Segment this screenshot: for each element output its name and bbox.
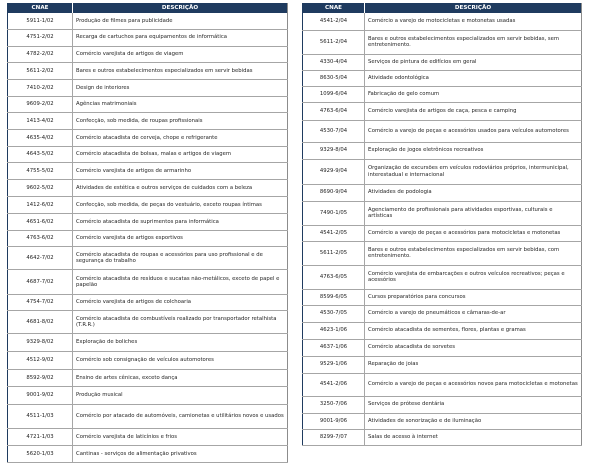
description-cell: Serviços de prótese dentária	[365, 396, 582, 413]
table-row	[8, 370, 288, 387]
cnae-code-cell: 4687-7/02	[8, 270, 73, 295]
header-cnae: CNAE	[8, 3, 73, 13]
cnae-code-cell: 9529-1/06	[303, 356, 365, 373]
description-cell: Comércio atacadista de roupas e acessórios para uso profissional e de segurança do trabalho	[73, 247, 288, 270]
description-cell: Comércio por atacado de automóveis, camionetas e utilitários novos e usados	[73, 405, 288, 429]
description-cell: Fabricação de gelo comum	[365, 86, 582, 102]
cnae-code-cell: 4541-2/04	[303, 13, 365, 30]
description-cell: Atividade odontológica	[365, 70, 582, 86]
description-cell: Exploração de jogos eletrônicos recreativos	[365, 142, 582, 159]
table-row	[8, 214, 288, 231]
table-row	[303, 13, 582, 30]
table-row	[303, 54, 582, 70]
header-cnae: CNAE	[303, 3, 365, 13]
table-row	[8, 270, 288, 295]
cnae-code-cell: 9602-5/02	[8, 180, 73, 197]
description-cell: Comércio sob consignação de veículos automotores	[73, 352, 288, 370]
table-row	[8, 180, 288, 197]
table-header-row	[303, 3, 582, 13]
description-cell: Comércio a varejo de pneumáticos e câmaras-de-ar	[365, 305, 582, 322]
table-row	[303, 120, 582, 142]
table-row	[303, 70, 582, 86]
description-cell: Design de interiores	[73, 80, 288, 97]
description-cell: Comércio atacadista de combustíveis realizado por transportador retalhista (T.R.R.)	[73, 311, 288, 334]
cnae-code-cell: 4541-2/05	[303, 225, 365, 241]
table-body	[303, 13, 582, 445]
description-cell: Confecção, sob medida, de peças do vestuário, exceto roupas íntimas	[73, 197, 288, 214]
cnae-code-cell: 4511-1/03	[8, 405, 73, 429]
cnae-table-left	[7, 3, 288, 463]
description-cell: Comércio atacadista de bolsas, malas e artigos de viagem	[73, 147, 288, 163]
cnae-code-cell: 4763-6/04	[303, 102, 365, 120]
cnae-code-cell: 5611-2/04	[303, 30, 365, 54]
cnae-code-cell: 5620-1/03	[8, 446, 73, 463]
header-descricao: DESCRIÇÃO	[365, 3, 582, 13]
cnae-code-cell: 4751-2/02	[8, 29, 73, 46]
description-cell: Comércio atacadista de cerveja, chope e refrigerante	[73, 130, 288, 147]
cnae-code-cell: 9001-9/02	[8, 387, 73, 405]
cnae-code-cell: 4530-7/04	[303, 120, 365, 142]
description-cell: Cantinas - serviços de alimentação privativos	[73, 446, 288, 463]
table-row	[303, 339, 582, 356]
table-row	[303, 184, 582, 201]
table-row	[8, 197, 288, 214]
description-cell: Comércio varejista de laticínios e frios	[73, 429, 288, 446]
table-row	[303, 289, 582, 305]
table-row	[303, 305, 582, 322]
cnae-code-cell: 4635-4/02	[8, 130, 73, 147]
table-row	[8, 334, 288, 352]
cnae-code-cell: 8299-7/07	[303, 429, 365, 445]
description-cell: Comércio atacadista de sementes, flores, plantas e gramas	[365, 322, 582, 339]
cnae-code-cell: 8592-9/02	[8, 370, 73, 387]
table-row	[303, 30, 582, 54]
table-row	[8, 130, 288, 147]
description-cell: Ensino de artes cênicas, exceto dança	[73, 370, 288, 387]
table-row	[303, 225, 582, 241]
table-row	[8, 352, 288, 370]
table-row	[8, 113, 288, 130]
cnae-code-cell: 4763-6/05	[303, 265, 365, 289]
description-cell: Recarga de cartuchos para equipamentos de informática	[73, 29, 288, 46]
cnae-code-cell: 4721-1/03	[8, 429, 73, 446]
description-cell: Bares e outros estabelecimentos especializados em servir bebidas, com entretenimento.	[365, 241, 582, 265]
description-cell: Atividades de estética e outros serviços de cuidados com a beleza	[73, 180, 288, 197]
description-cell: Comércio varejista de artigos esportivos	[73, 231, 288, 247]
table-header-row	[8, 3, 288, 13]
description-cell: Comércio atacadista de resíduos e sucatas não-metálicos, exceto de papel e papelão	[73, 270, 288, 295]
table-row	[303, 413, 582, 429]
cnae-code-cell: 4929-9/04	[303, 159, 365, 184]
description-cell: Serviços de pintura de edifícios em geral	[365, 54, 582, 70]
description-cell: Organização de excursões em veículos rodoviários próprios, intermunicipal, interestadual e internacional	[365, 159, 582, 184]
description-cell: Comércio a varejo de peças e acessórios para motocicletas e motonetas	[365, 225, 582, 241]
table-row	[303, 86, 582, 102]
table-body	[8, 13, 288, 463]
cnae-code-cell: 3250-7/06	[303, 396, 365, 413]
cnae-code-cell: 5611-2/05	[303, 241, 365, 265]
cnae-code-cell: 7490-1/05	[303, 201, 365, 225]
table-row	[8, 46, 288, 63]
table-row	[8, 80, 288, 97]
description-cell: Bares e outros estabelecimentos especializados em servir bebidas, sem entretenimento.	[365, 30, 582, 54]
cnae-code-cell: 9329-8/02	[8, 334, 73, 352]
table-row	[8, 13, 288, 29]
table-row	[303, 322, 582, 339]
table-row	[303, 265, 582, 289]
cnae-code-cell: 4782-2/02	[8, 46, 73, 63]
description-cell: Comércio varejista de artigos de viagem	[73, 46, 288, 63]
table-row	[8, 387, 288, 405]
table-row	[303, 356, 582, 373]
cnae-code-cell: 4330-4/04	[303, 54, 365, 70]
table-row	[8, 405, 288, 429]
description-cell: Comércio a varejo de peças e acessórios usados para veículos automotores	[365, 120, 582, 142]
cnae-code-cell: 4681-8/02	[8, 311, 73, 334]
description-cell: Atividades de sonorização e de iluminação	[365, 413, 582, 429]
table-row	[8, 247, 288, 270]
cnae-code-cell: 9609-2/02	[8, 97, 73, 113]
table-row	[8, 231, 288, 247]
cnae-code-cell: 1413-4/02	[8, 113, 73, 130]
table-row	[303, 142, 582, 159]
description-cell: Comércio atacadista de suprimentos para informática	[73, 214, 288, 231]
description-cell: Comércio varejista de artigos de colchoaria	[73, 295, 288, 311]
description-cell: Produção musical	[73, 387, 288, 405]
cnae-code-cell: 8599-6/05	[303, 289, 365, 305]
cnae-code-cell: 4541-2/06	[303, 373, 365, 396]
description-cell: Reparação de joias	[365, 356, 582, 373]
description-cell: Exploração de boliches	[73, 334, 288, 352]
cnae-code-cell: 7410-2/02	[8, 80, 73, 97]
cnae-code-cell: 9001-9/06	[303, 413, 365, 429]
cnae-table-right	[302, 3, 582, 446]
cnae-code-cell: 4755-5/02	[8, 163, 73, 180]
description-cell: Comércio varejista de embarcações e outros veículos recreativos; peças e acessórios	[365, 265, 582, 289]
description-cell: Bares e outros estabelecimentos especializados em servir bebidas	[73, 63, 288, 80]
description-cell: Salas de acesso à internet	[365, 429, 582, 445]
description-cell: Comércio a varejo de peças e acessórios novos para motocicletas e motonetas	[365, 373, 582, 396]
cnae-code-cell: 5611-2/02	[8, 63, 73, 80]
table-row	[8, 63, 288, 80]
table-row	[8, 163, 288, 180]
cnae-code-cell: 9329-8/04	[303, 142, 365, 159]
description-cell: Agenciamento de profissionais para atividades esportivas, culturais e artísticas	[365, 201, 582, 225]
table-row	[303, 241, 582, 265]
cnae-code-cell: 1099-6/04	[303, 86, 365, 102]
cnae-code-cell: 4637-1/06	[303, 339, 365, 356]
description-cell: Comércio varejista de artigos de caça, pesca e camping	[365, 102, 582, 120]
cnae-code-cell: 5911-1/02	[8, 13, 73, 29]
table-row	[8, 147, 288, 163]
table-row	[8, 97, 288, 113]
cnae-code-cell: 1412-6/02	[8, 197, 73, 214]
cnae-code-cell: 4623-1/06	[303, 322, 365, 339]
description-cell: Cursos preparatórios para concursos	[365, 289, 582, 305]
table-row	[303, 159, 582, 184]
description-cell: Comércio varejista de artigos de armarinho	[73, 163, 288, 180]
cnae-code-cell: 8690-9/04	[303, 184, 365, 201]
description-cell: Produção de filmes para publicidade	[73, 13, 288, 29]
table-row	[303, 373, 582, 396]
cnae-code-cell: 4530-7/05	[303, 305, 365, 322]
table-row	[8, 311, 288, 334]
table-row	[8, 295, 288, 311]
description-cell: Atividades de podologia	[365, 184, 582, 201]
table-row	[8, 446, 288, 463]
cnae-code-cell: 4643-5/02	[8, 147, 73, 163]
description-cell: Comércio atacadista de sorvetes	[365, 339, 582, 356]
table-row	[303, 102, 582, 120]
header-descricao: DESCRIÇÃO	[73, 3, 288, 13]
cnae-code-cell: 8630-5/04	[303, 70, 365, 86]
cnae-code-cell: 4754-7/02	[8, 295, 73, 311]
cnae-code-cell: 4642-7/02	[8, 247, 73, 270]
description-cell: Comércio a varejo de motocicletas e motonetas usadas	[365, 13, 582, 30]
cnae-code-cell: 4763-6/02	[8, 231, 73, 247]
cnae-code-cell: 4651-6/02	[8, 214, 73, 231]
cnae-code-cell: 4512-9/02	[8, 352, 73, 370]
table-row	[8, 29, 288, 46]
table-row	[303, 396, 582, 413]
description-cell: Agências matrimoniais	[73, 97, 288, 113]
table-row	[303, 201, 582, 225]
description-cell: Confecção, sob medida, de roupas profissionais	[73, 113, 288, 130]
